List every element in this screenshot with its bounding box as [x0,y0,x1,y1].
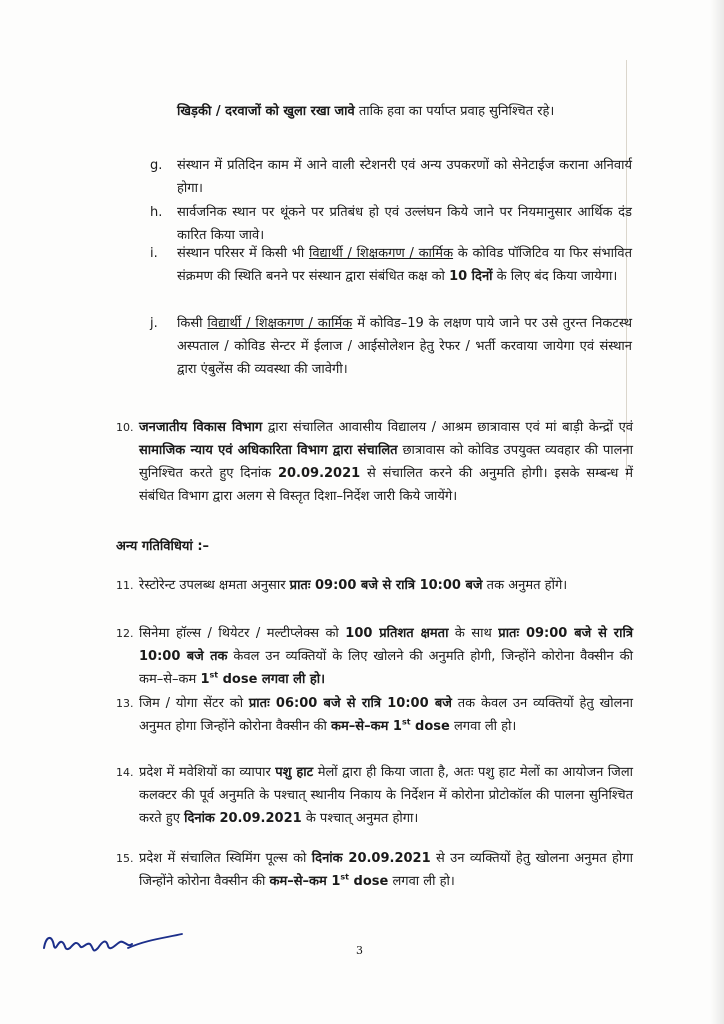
page-number: 3 [356,944,363,957]
sub-item-marker: h. [150,205,163,220]
item-text: रेस्टोरेन्ट उपलब्ध क्षमता अनुसार प्रातः 09:00 बजे से रात्रि 10:00 बजे तक अनुमत होंगे। [139,578,568,593]
continuation-text: खिड़की / दरवाजों को खुला रखा जावे ताकि हवा का पर्याप्त प्रवाह सुनिश्चित रहे। [177,104,555,119]
item-number: 15. [116,852,134,865]
item-number: 14. [116,766,134,779]
signature-scribble [36,922,186,962]
item-number: 12. [116,627,134,640]
sub-item-text: सार्वजनिक स्थान पर थूंकने पर प्रतिबंध हो एवं उल्लंघन किये जाने पर नियमानुसार आर्थिक दंड कारित किया जावे। [177,205,632,243]
item-number: 11. [116,579,134,592]
item-text: प्रदेश में मवेशियों का व्यापार पशु हाट मेलों द्वारा ही किया जाता है, अतः पशु हाट मेलों का आयोजन जिला कलक्टर की पूर्व अनुमति के पश्चात् स्थानीय निकाय के निर्देशन में कोरोना प्रोटोकॉल की पालना सुनिश्चित करते हुए दिनांक 20.09.2021 के पश्चात् अनुमत होगा। [139,765,633,826]
page-edge-shadow [710,0,724,1024]
item-number: 10. [116,421,134,434]
item-text: जनजातीय विकास विभाग द्वारा संचालित आवासीय विद्यालय / आश्रम छात्रावास एवं मां बाड़ी केन्द्रों एवं सामाजिक न्याय एवं अधिकारिता विभाग द्वारा संचालित छात्रावास को कोविड उपयुक्त व्यवहार की पालना सुनिश्चित करते हुए दिनांक 20.09.2021 से संचालित करने की अनुमति होगी। इसके सम्बन्ध में संबंधित विभाग द्वारा अलग से विस्तृत दिशा–निर्देश जारी किये जायेंगे। [139,420,634,504]
sub-item-text: संस्थान में प्रतिदिन काम में आने वाली स्टेशनरी एवं अन्य उपकरणों को सेनेटाईज कराना अनिवार्य होगा। [177,158,632,196]
item-number: 13. [116,697,134,710]
sub-item-marker: i. [150,246,158,261]
section-heading-other-activities: अन्य गतिविधियां :– [116,539,210,554]
sub-item-marker: j. [150,316,158,331]
item-text: जिम / योगा सेंटर को प्रातः 06:00 बजे से रात्रि 10:00 बजे तक केवल उन व्यक्तियों हेतु खोलना अनुमत होगा जिन्होंने कोरोना वैक्सीन की कम–से–कम 1st dose लगवा ली हो। [139,696,633,734]
sub-item-text: संस्थान परिसर में किसी भी विद्यार्थी / शिक्षकगण / कार्मिक के कोविड पॉजिटिव या फिर संभावित संक्रमण की स्थिति बनने पर संस्थान द्वारा संबंधित कक्ष को 10 दिनों के लिए बंद किया जायेगा। [177,246,632,284]
sub-item-text: किसी विद्यार्थी / शिक्षकगण / कार्मिक में कोविड–19 के लक्षण पाये जाने पर उसे तुरन्त निकटस्थ अस्पताल / कोविड सेन्टर में ईलाज / आईसोलेशन हेतु रेफर / भर्ती करवाया जायेगा एवं संस्थान द्वारा एंबुलेंस की व्यवस्था की जावेगी। [177,316,632,377]
item-text: प्रदेश में संचालित स्विमिंग पूल्स को दिनांक 20.09.2021 से उन व्यक्तियों हेतु खोलना अनुमत होगा जिन्होंने कोरोना वैक्सीन की कम–से–कम 1st dose लगवा ली हो। [139,851,633,889]
sub-item-marker: g. [150,158,163,173]
item-text: सिनेमा हॉल्स / थियेटर / मल्टीप्लेक्स को 100 प्रतिशत क्षमता के साथ प्रातः 09:00 बजे से रात्रि 10:00 बजे तक केवल उन व्यक्तियों के लिए खोलने की अनुमति होगी, जिन्होंने कोरोना वैक्सीन की कम–से–कम 1st dose लगवा ली हो। [139,626,634,687]
